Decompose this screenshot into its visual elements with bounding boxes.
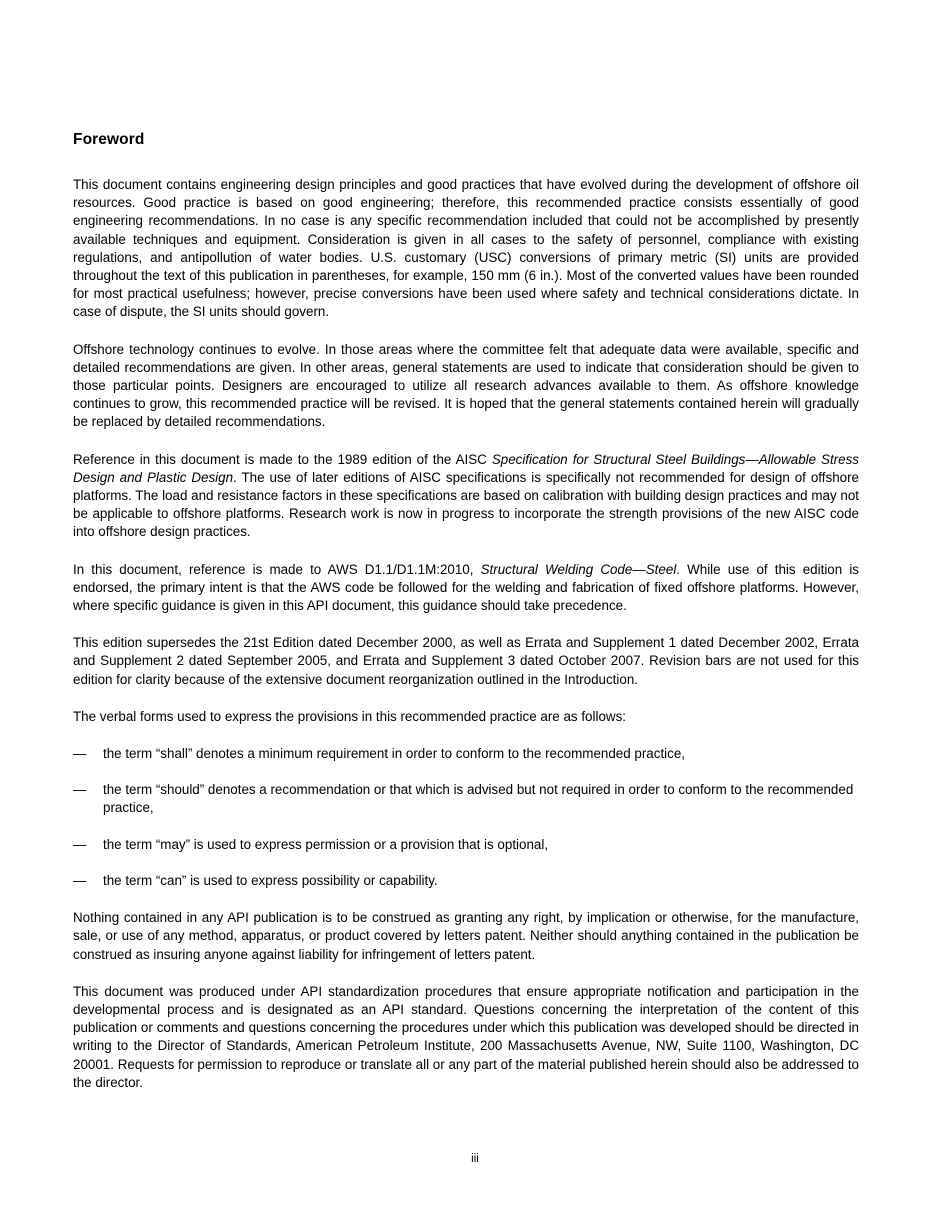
list-item-label: the term “should” denotes a recommendation or that which is advised but not required in order to conform to the recommended practice, <box>103 782 854 816</box>
em-dash-marker-icon: — <box>73 872 87 888</box>
list-item <box>73 836 859 854</box>
verbal-forms-list <box>73 745 859 890</box>
page-number: iii <box>471 1153 479 1165</box>
paragraph-3-text-lead: Reference in this document is made to the 1989 edition of the AISC <box>73 451 492 467</box>
paragraph-4-text-tail: . While use of this edition is endorsed, the primary intent is that the AWS code be followed for the welding and fabrication of fixed offshore platforms. However, where specific guidance is given in this API document, this guidance should take precedence. <box>73 561 859 614</box>
paragraph-3 <box>73 451 859 542</box>
paragraph-4 <box>73 561 859 616</box>
list-item <box>73 745 859 763</box>
page-title: Foreword <box>73 131 145 148</box>
page-content <box>73 130 859 1092</box>
list-item-label: the term “can” is used to express possibility or capability. <box>103 872 438 888</box>
list-item-label: the term “may” is used to express permission or a provision that is optional, <box>103 836 549 852</box>
paragraph-3-text-tail: . The use of later editions of AISC specifications is specifically not recommended for design of offshore platforms. The load and resistance factors in these specifications are based on calibration with building design practices and may not be applicable to offshore platforms. Research work is now in progress to incorporate the strength provisions of the new AISC code into offshore design practices. <box>73 469 859 540</box>
paragraph-2: Offshore technology continues to evolve. In those areas where the committee felt that adequate data were available, specific and detailed recommendations are given. In other areas, general statements are used to indicate that consideration should be given to those particular points. Designers are encouraged to utilize all research advances available to them. As offshore knowledge continues to grow, this recommended practice will be revised. It is hoped that the general statements contained herein will gradually be replaced by detailed recommendations. <box>73 341 859 430</box>
paragraph-5: This edition supersedes the 21st Edition dated December 2000, as well as Errata and Supplement 1 dated December 2002, Errata and Supplement 2 dated September 2005, and Errata and Supplement 3 dated October 2007. Revision bars are not used for this edition for clarity because of the extensive document reorganization outlined in the Introduction. <box>73 635 859 687</box>
list-item <box>73 872 859 890</box>
paragraph-8: This document was produced under API standardization procedures that ensure appropriate notification and participation in the developmental process and is designated as an API standard. Questions concerning the interpretation of the content of this publication or comments and questions concerning the procedures under which this publication was developed should be directed in writing to the Director of Standards, American Petroleum Institute, 200 Massachusetts Avenue, NW, Suite 1100, Washington, DC 20001. Requests for permission to reproduce or translate all or any part of the material published herein should also be addressed to the director. <box>73 983 859 1090</box>
list-item <box>73 781 859 817</box>
paragraph-7: Nothing contained in any API publication is to be construed as granting any right, by implication or otherwise, for the manufacture, sale, or use of any method, apparatus, or product covered by letters patent. Neither should anything contained in the publication be construed as insuring anyone against liability for infringement of letters patent. <box>73 910 859 962</box>
paragraph-6-list-intro: The verbal forms used to express the provisions in this recommended practice are as follows: <box>73 708 626 724</box>
aisc-specification-title: Specification for Structural Steel Buildings—Allowable Stress Design and Plastic Design <box>73 451 859 485</box>
paragraph-4-text-lead: In this document, reference is made to AWS D1.1/D1.1M:2010, <box>73 561 481 577</box>
em-dash-marker-icon: — <box>73 746 87 762</box>
em-dash-marker-icon: — <box>73 782 87 798</box>
paragraph-1: This document contains engineering design principles and good practices that have evolved during the development of offshore oil resources. Good practice is based on good engineering; therefore, this recommended practice consists essentially of good engineering recommendations. In no case is any specific recommendation included that could not be accomplished by presently available techniques and equipment. Consideration is given in all cases to the safety of personnel, compliance with existing regulations, and antipollution of water bodies. U.S. customary (USC) conversions of primary metric (SI) units are provided throughout the text of this publication in parentheses, for example, 150 mm (6 in.). Most of the converted values have been rounded for most practical usefulness; however, precise conversions have been used where safety and technical considerations dictate. In case of dispute, the SI units should govern. <box>73 177 859 320</box>
aws-welding-code-title: Structural Welding Code—Steel <box>480 561 677 577</box>
em-dash-marker-icon: — <box>73 836 87 852</box>
list-item-label: the term “shall” denotes a minimum requirement in order to conform to the recommended practice, <box>103 746 686 762</box>
